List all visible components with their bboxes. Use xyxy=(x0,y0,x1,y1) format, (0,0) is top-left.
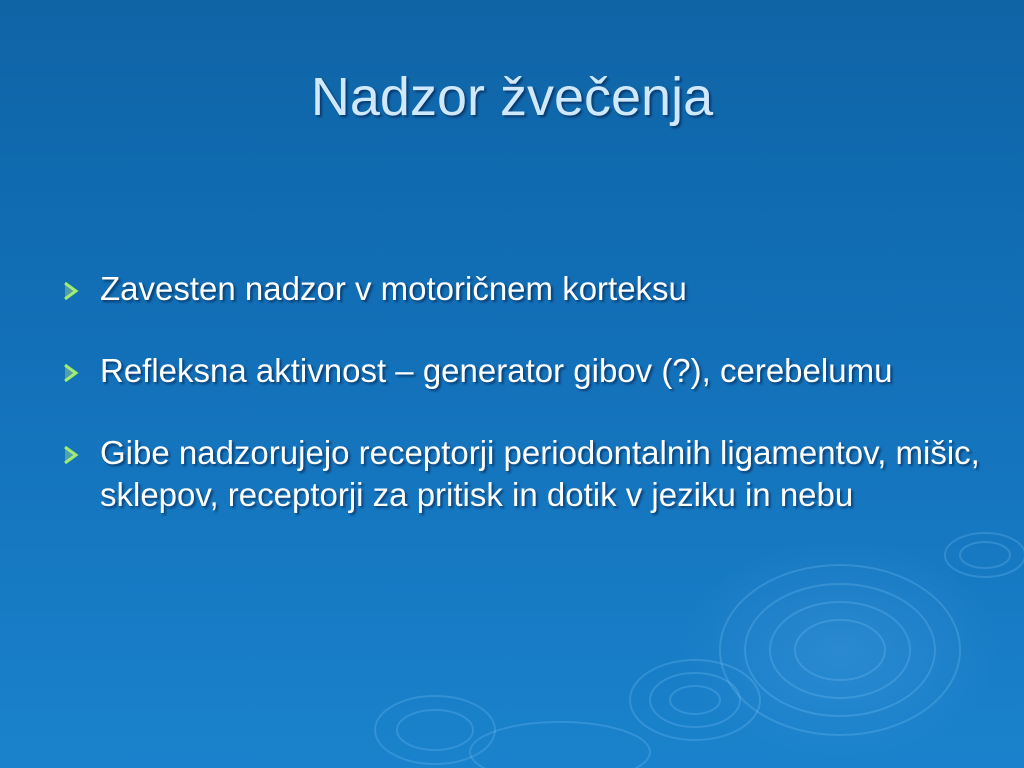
arrow-chevron-bullet-icon xyxy=(62,282,84,300)
bullet-list xyxy=(62,268,982,556)
slide-title: Nadzor žvečenja xyxy=(310,67,714,127)
bullet-text: Gibe nadzorujejo receptorji periodontalnih ligamentov, mišic, sklepov, receptorji za pritisk in dotik v jeziku in nebu xyxy=(100,434,980,513)
bullet-item xyxy=(62,268,982,310)
bullet-text: Refleksna aktivnost – generator gibov (?), cerebelumu xyxy=(100,352,893,389)
bullet-text: Zavesten nadzor v motoričnem korteksu xyxy=(100,270,687,307)
bullet-item xyxy=(62,350,982,392)
bullet-item xyxy=(62,432,982,516)
arrow-chevron-bullet-icon xyxy=(62,446,84,464)
arrow-chevron-bullet-icon xyxy=(62,364,84,382)
